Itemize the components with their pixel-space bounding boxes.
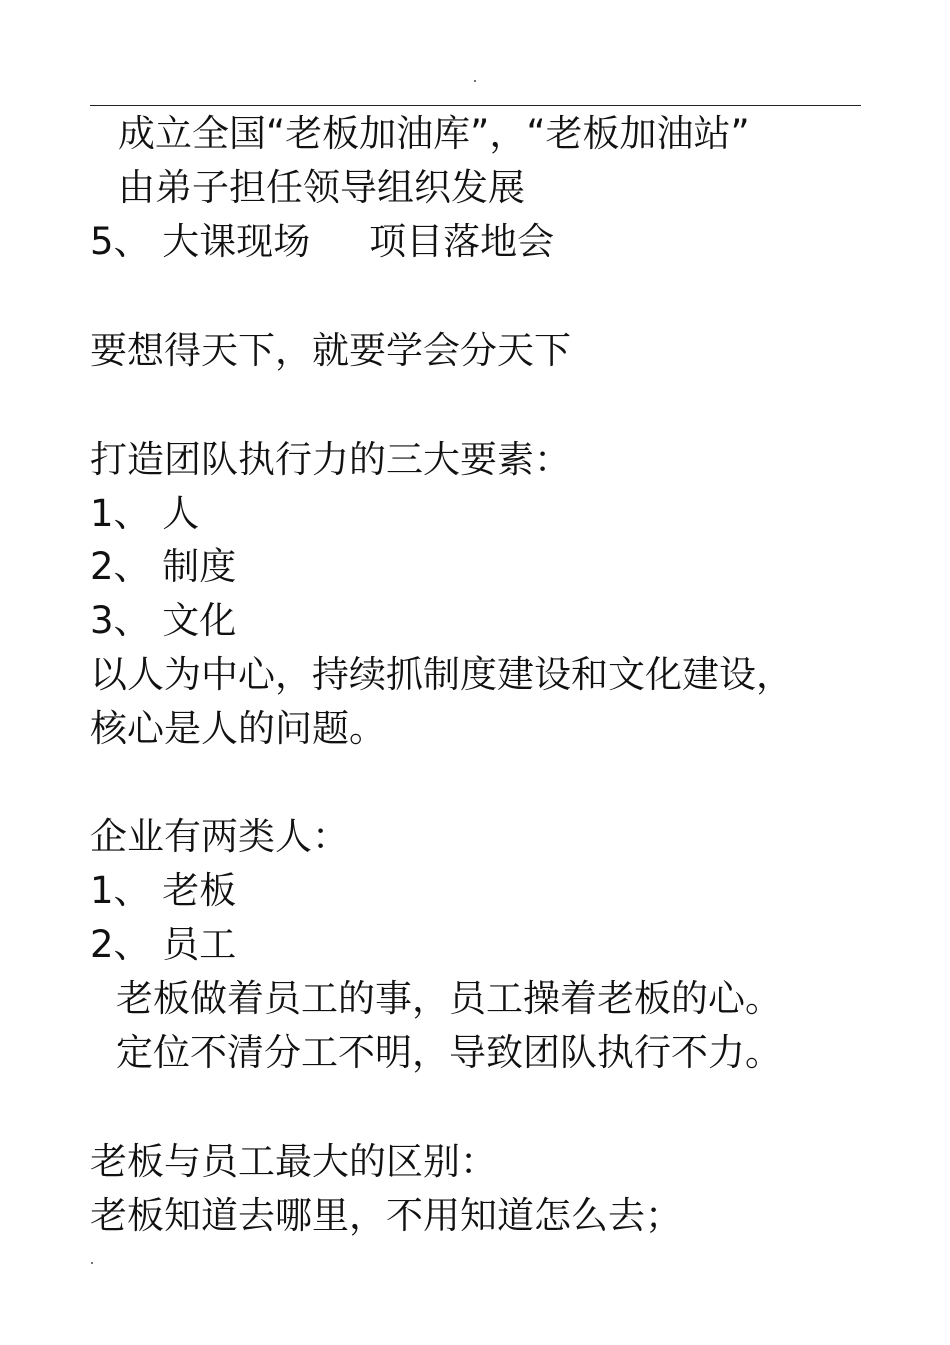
text-line-share-world: 要想得天下，就要学会分天下 (90, 329, 571, 372)
text-line-item-5: 5、 大课现场 项目落地会 (90, 220, 555, 263)
text-line-core-people: 核心是人的问题。 (90, 707, 386, 750)
text-line-people-centered: 以人为中心，持续抓制度建设和文化建设， (90, 653, 793, 696)
page-marker-dot (474, 80, 476, 82)
header-rule (90, 105, 861, 106)
text-line-element-3: 3、 文化 (90, 599, 237, 642)
text-line-positioning: 定位不清分工不明，导致团队执行不力。 (116, 1031, 782, 1074)
text-line-element-1: 1、 人 (90, 492, 200, 535)
text-line-type-2: 2、 员工 (90, 923, 237, 966)
text-line-two-types-heading: 企业有两类人： (90, 815, 349, 858)
text-line-join-stations: 成立全国“老板加油库”，“老板加油站” (118, 112, 750, 155)
text-line-three-elements-heading: 打造团队执行力的三大要素： (90, 438, 571, 481)
text-line-disciples-lead: 由弟子担任领导组织发展 (118, 166, 525, 209)
text-line-boss-employee: 老板做着员工的事，员工操着老板的心。 (116, 977, 782, 1020)
text-line-difference-heading: 老板与员工最大的区别： (90, 1140, 497, 1183)
page-marker-dot (91, 1262, 93, 1264)
text-line-boss-knows: 老板知道去哪里，不用知道怎么去； (90, 1194, 682, 1237)
text-line-type-1: 1、 老板 (90, 869, 237, 912)
text-line-element-2: 2、 制度 (90, 545, 237, 588)
